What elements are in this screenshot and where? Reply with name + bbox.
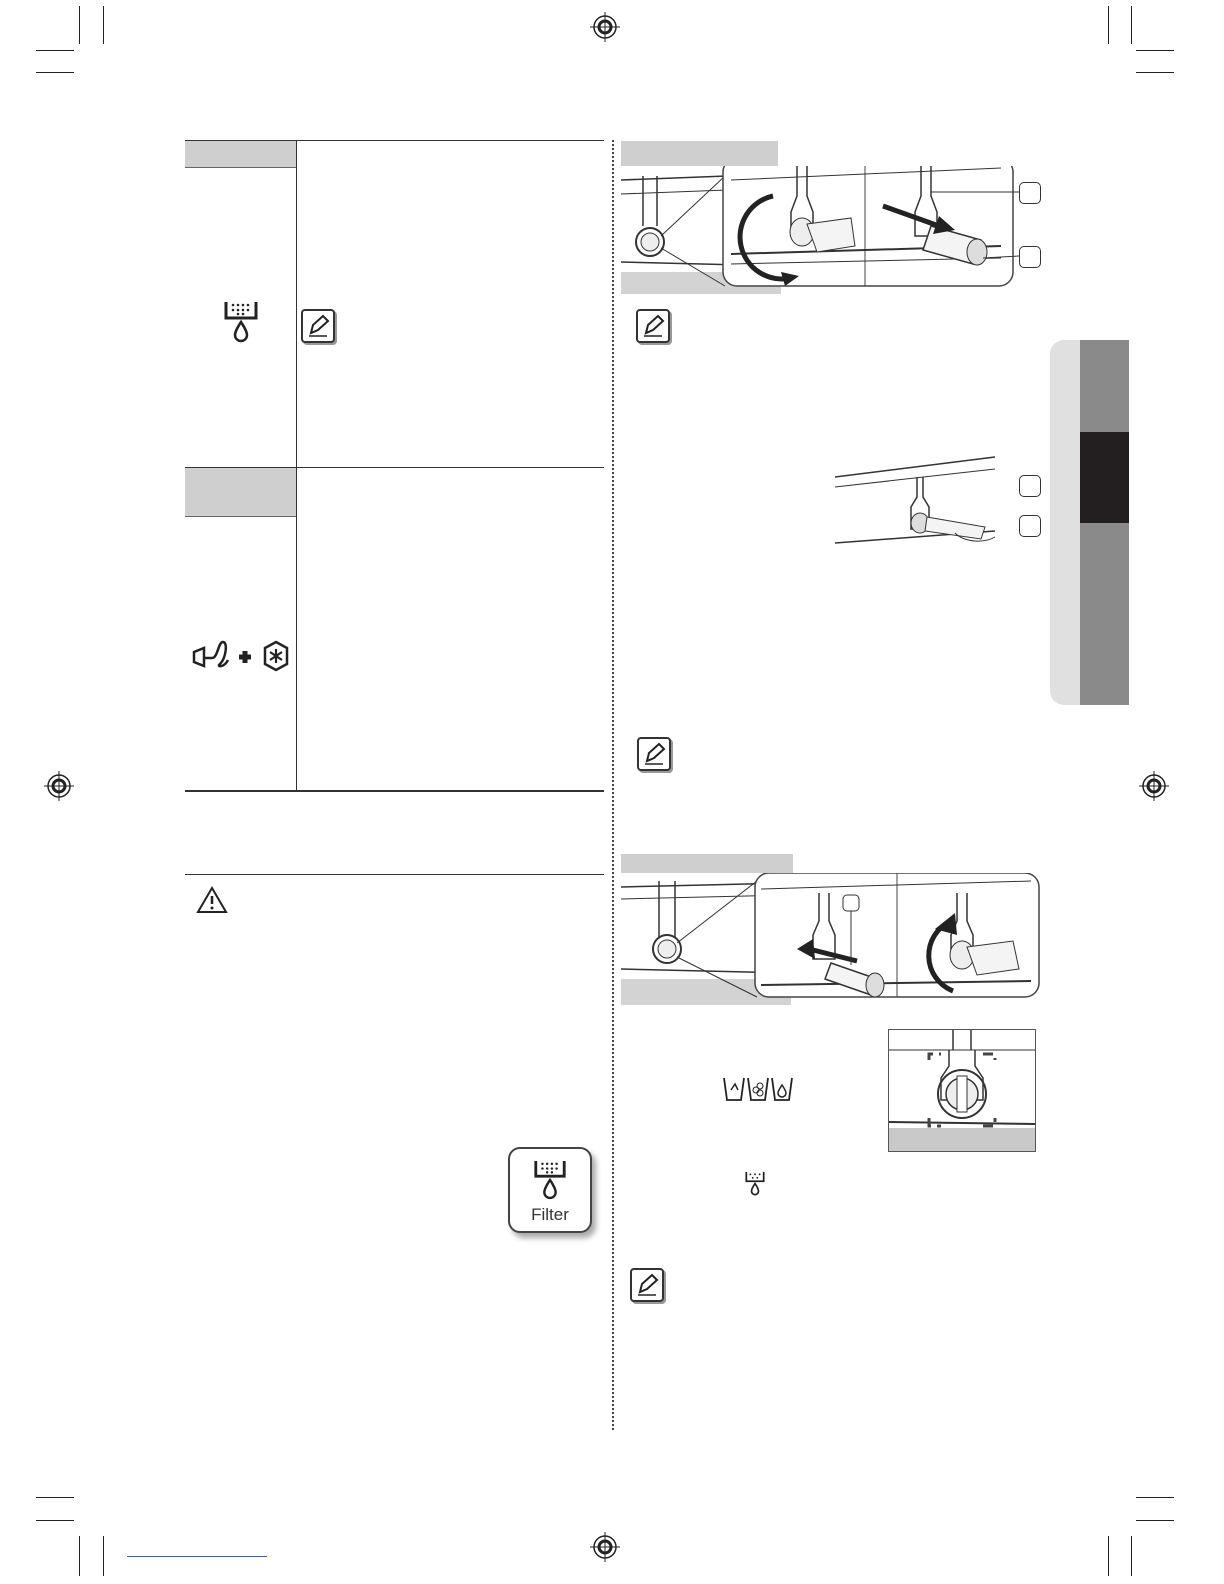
crop-mark <box>1136 1497 1174 1498</box>
water-filter-icon <box>744 1169 766 1197</box>
registration-mark-icon <box>44 771 74 801</box>
callout-marker <box>1019 515 1041 537</box>
crop-mark <box>1131 6 1132 44</box>
crop-mark <box>36 50 74 51</box>
registration-mark-icon <box>590 12 620 42</box>
table-row-rule <box>185 167 296 168</box>
crop-mark <box>36 1497 74 1498</box>
link-underline <box>127 1556 267 1557</box>
column-divider <box>612 140 614 1430</box>
note-pencil-icon <box>636 309 670 343</box>
table-bottom-rule <box>185 790 604 792</box>
table-header-cell <box>185 468 296 516</box>
crop-mark <box>36 1520 74 1521</box>
crop-mark <box>1108 1536 1109 1576</box>
crop-mark <box>1136 50 1174 51</box>
note-pencil-icon <box>630 1268 664 1302</box>
registration-mark-icon <box>590 1532 620 1562</box>
filter-lock-illustration <box>888 1029 1036 1152</box>
filter-removal-illustration <box>621 166 1041 294</box>
callout-marker <box>1019 246 1041 268</box>
crop-mark <box>103 1536 104 1576</box>
section-tab-mid <box>1080 523 1129 705</box>
filter-button[interactable] <box>508 1147 592 1233</box>
section-tab-mid <box>1080 340 1129 432</box>
illustration-header-bar <box>621 854 793 873</box>
filter-install-illustration <box>621 873 1043 1005</box>
crop-mark <box>36 72 74 73</box>
ice-maker-plus-freezer-icon <box>190 636 292 676</box>
section-tab-active <box>1080 432 1129 523</box>
dispenser-modes-icon <box>722 1076 794 1102</box>
water-filter-icon <box>222 298 260 344</box>
table-row-rule <box>185 516 296 517</box>
crop-mark <box>1136 1520 1174 1521</box>
illustration-header-bar <box>621 141 778 166</box>
crop-mark <box>79 1536 80 1576</box>
water-filter-icon <box>532 1157 568 1201</box>
filter-button-label: Filter <box>531 1205 569 1224</box>
note-pencil-icon <box>637 737 671 771</box>
callout-marker <box>1019 182 1041 204</box>
note-pencil-icon <box>301 309 335 343</box>
crop-mark <box>1108 6 1109 44</box>
section-rule <box>185 874 604 875</box>
filter-cap-illustration <box>835 447 997 557</box>
crop-mark <box>79 6 80 44</box>
registration-mark-icon <box>1139 771 1169 801</box>
table-column-divider <box>296 141 297 791</box>
table-header-cell <box>185 141 296 167</box>
section-tab-light <box>1050 340 1080 705</box>
warning-triangle-icon <box>196 886 228 914</box>
crop-mark <box>1131 1536 1132 1576</box>
crop-mark <box>1136 72 1174 73</box>
crop-mark <box>103 6 104 44</box>
callout-marker <box>1019 475 1041 497</box>
